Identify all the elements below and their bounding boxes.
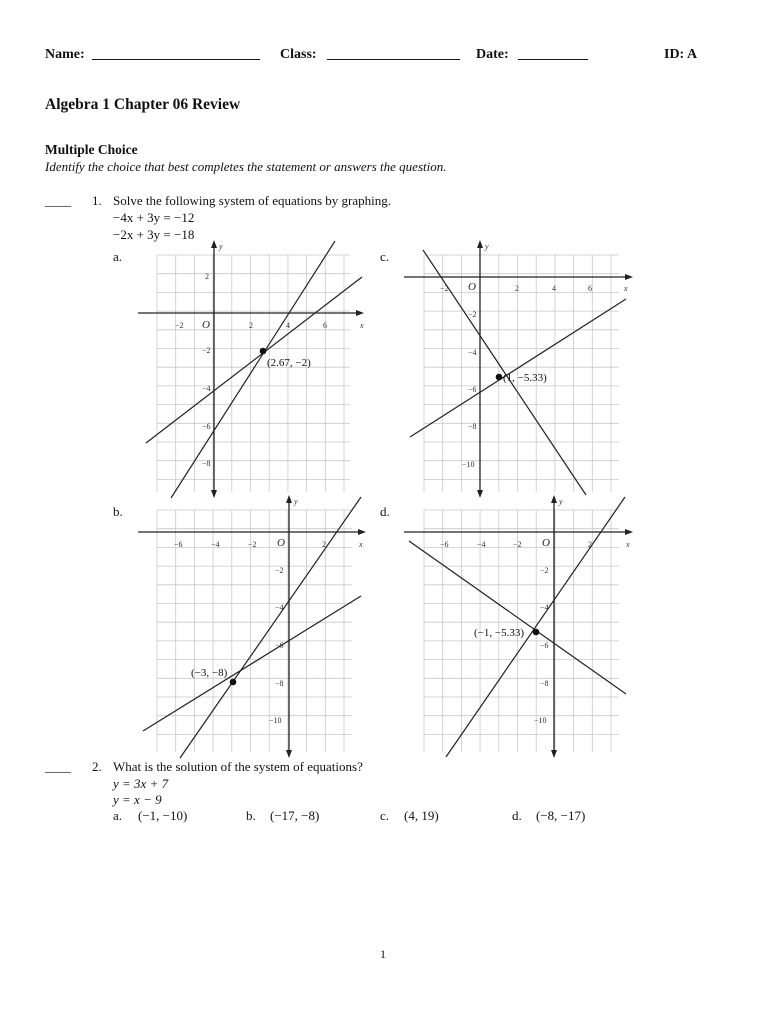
intersection-point — [533, 629, 540, 636]
y-tick-label: −8 — [202, 459, 211, 468]
q2-equation-2: y = x − 9 — [113, 792, 162, 807]
origin-label: O — [468, 281, 476, 293]
x-tick-label: −2 — [175, 321, 184, 330]
q1-prompt: Solve the following system of equations by graphing. — [113, 193, 392, 208]
y-axis-arrow-icon — [551, 495, 557, 503]
y-tick-label: −6 — [202, 422, 211, 431]
intersection-point — [496, 374, 503, 381]
y-axis-arrow-down-icon — [551, 750, 557, 758]
graph-d — [402, 495, 634, 758]
q1-choice-letter-c[interactable]: c. — [380, 249, 390, 264]
page-number: 1 — [380, 947, 386, 961]
q1-choice-letter-b[interactable]: b. — [113, 504, 123, 519]
x-axis-label: x — [626, 540, 630, 549]
graph-b — [135, 495, 367, 758]
q2-prompt: What is the solution of the system of equations? — [113, 759, 363, 774]
page-title: Algebra 1 Chapter 06 Review — [45, 96, 241, 113]
q1-choice-letter-a[interactable]: a. — [113, 249, 123, 264]
x-tick-label: −2 — [513, 540, 522, 549]
x-axis-arrow-icon — [625, 274, 633, 280]
x-tick-label: 4 — [552, 284, 556, 293]
line-1 — [171, 241, 335, 498]
y-axis-label: y — [294, 497, 298, 506]
date-blank[interactable]: __________ — [518, 47, 588, 62]
x-tick-label: −6 — [440, 540, 449, 549]
x-tick-label: 2 — [515, 284, 519, 293]
q2-choice-c[interactable]: (4, 19) — [404, 808, 439, 823]
y-tick-label: −6 — [540, 641, 549, 650]
class-blank[interactable]: ___________________ — [327, 47, 460, 62]
y-tick-label: −10 — [462, 460, 475, 469]
y-tick-label: 2 — [205, 272, 209, 281]
q2-choice-d[interactable]: (−8, −17) — [536, 808, 586, 823]
q2-answer-blank[interactable]: ____ — [45, 759, 71, 774]
intersection-point — [230, 679, 237, 686]
x-tick-label: −2 — [440, 284, 449, 293]
graph-grid — [157, 255, 350, 492]
date-label: Date: — [476, 47, 509, 62]
intersection-label: (1, −5.33) — [503, 372, 547, 384]
x-tick-label: −6 — [174, 540, 183, 549]
q1-answer-blank[interactable]: ____ — [45, 193, 71, 208]
q1-equation-2: −2x + 3y = −18 — [113, 227, 195, 242]
y-axis-label: y — [219, 242, 223, 251]
y-axis-arrow-icon — [477, 240, 483, 248]
y-tick-label: −4 — [202, 384, 211, 393]
x-axis-arrow-icon — [356, 310, 364, 316]
x-axis-arrow-icon — [358, 529, 366, 535]
q2-choice-b[interactable]: (−17, −8) — [270, 808, 320, 823]
y-tick-label: −2 — [468, 310, 477, 319]
graph-c — [402, 240, 634, 498]
name-label: Name: — [45, 47, 85, 62]
section-instruction: Identify the choice that best completes the statement or answers the question. — [45, 159, 447, 174]
x-axis-arrow-icon — [625, 529, 633, 535]
x-tick-label: −2 — [248, 540, 257, 549]
y-axis-arrow-icon — [211, 240, 217, 248]
section-heading: Multiple Choice — [45, 142, 138, 157]
x-tick-label: 2 — [249, 321, 253, 330]
y-tick-label: −4 — [468, 348, 477, 357]
q1-equation-1: −4x + 3y = −12 — [113, 210, 195, 225]
x-tick-label: 6 — [588, 284, 592, 293]
q2-choice-letter-c[interactable]: c. — [380, 808, 390, 823]
intersection-label: (−1, −5.33) — [474, 627, 524, 639]
q2-equation-1: y = 3x + 7 — [113, 776, 169, 791]
y-tick-label: −10 — [269, 716, 282, 725]
x-axis-label: x — [359, 540, 363, 549]
name-blank[interactable]: ________________________ — [92, 47, 260, 62]
y-tick-label: −2 — [540, 566, 549, 575]
x-tick-label: 4 — [286, 321, 290, 330]
line-2 — [146, 277, 362, 443]
y-tick-label: −6 — [275, 641, 284, 650]
q2-choice-letter-d[interactable]: d. — [512, 808, 522, 823]
y-tick-label: −2 — [275, 566, 284, 575]
x-tick-label: −4 — [211, 540, 220, 549]
y-tick-label: −8 — [540, 679, 549, 688]
y-tick-label: −2 — [202, 346, 211, 355]
q2-choice-a[interactable]: (−1, −10) — [138, 808, 188, 823]
y-tick-label: −6 — [468, 385, 477, 394]
x-tick-label: 6 — [323, 321, 327, 330]
origin-label: O — [542, 537, 550, 549]
q1-number: 1. — [92, 193, 102, 208]
graph-a — [135, 240, 365, 498]
y-tick-label: −4 — [275, 603, 284, 612]
intersection-label: (−3, −8) — [191, 667, 228, 679]
y-tick-label: −8 — [468, 422, 477, 431]
x-axis-label: x — [360, 321, 364, 330]
origin-label: O — [202, 319, 210, 331]
class-label: Class: — [280, 47, 317, 62]
q1-choice-letter-d[interactable]: d. — [380, 504, 390, 519]
x-tick-label: 2 — [588, 540, 592, 549]
y-tick-label: −10 — [534, 716, 547, 725]
y-tick-label: −4 — [540, 603, 549, 612]
id-label: ID: A — [664, 47, 698, 62]
y-axis-arrow-down-icon — [286, 750, 292, 758]
x-axis-label: x — [624, 284, 628, 293]
origin-label: O — [277, 537, 285, 549]
q2-choice-letter-a[interactable]: a. — [113, 808, 123, 823]
intersection-point — [260, 348, 267, 355]
intersection-label: (2.67, −2) — [267, 357, 311, 369]
y-axis-arrow-icon — [286, 495, 292, 503]
y-axis-label: y — [559, 497, 563, 506]
x-tick-label: 2 — [322, 540, 326, 549]
y-tick-label: −8 — [275, 679, 284, 688]
y-axis-label: y — [485, 242, 489, 251]
q2-choice-letter-b[interactable]: b. — [246, 808, 256, 823]
q2-number: 2. — [92, 759, 102, 774]
x-tick-label: −4 — [477, 540, 486, 549]
